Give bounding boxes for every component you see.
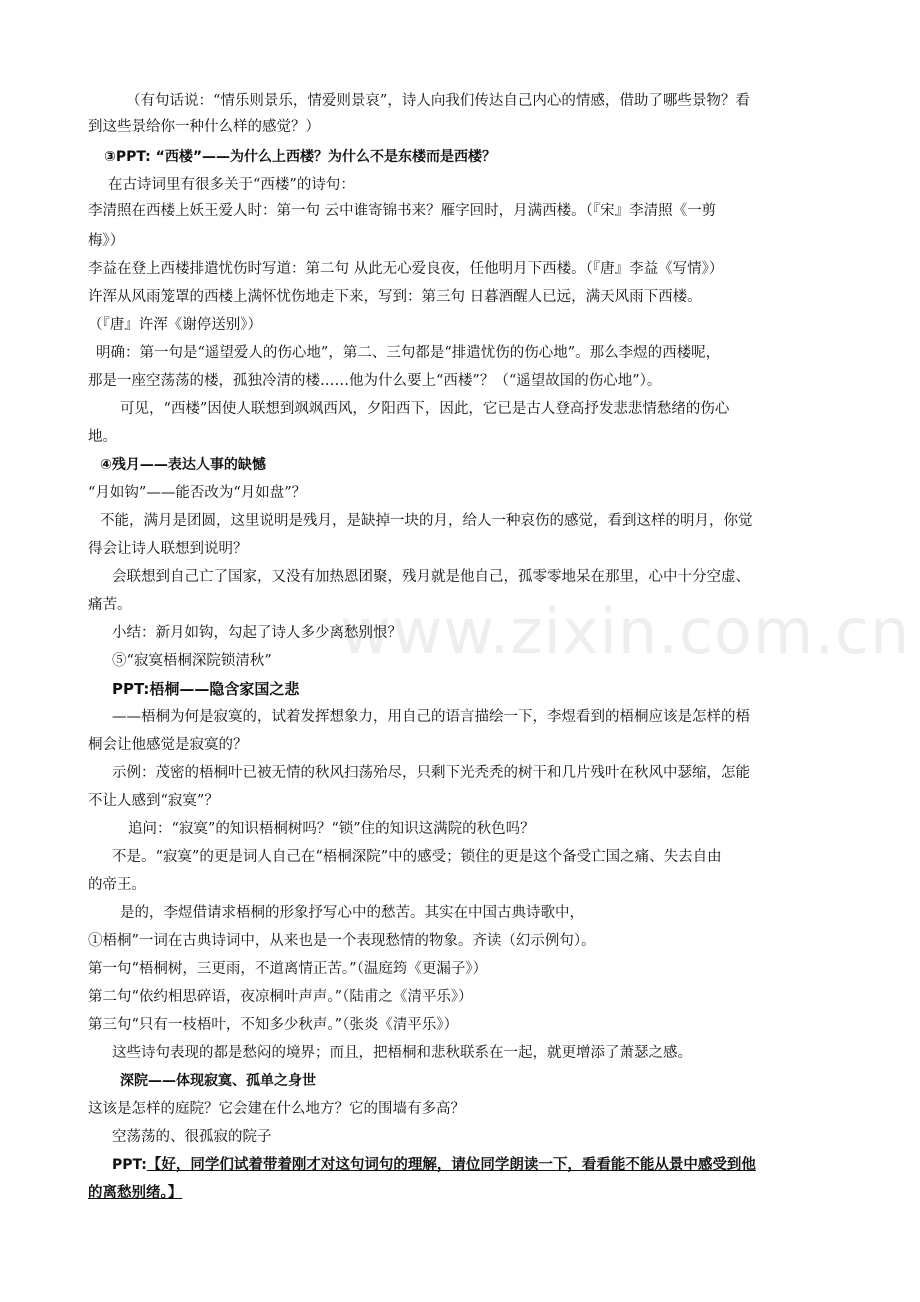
section-heading: ④残月——表达人事的缺憾 bbox=[100, 457, 266, 473]
paragraph-line: 的帝王。 bbox=[88, 877, 146, 893]
paragraph-line: 李清照在西楼上妖王爱人时：第一句 云中谁寄锦书来？雁字回时，月满西楼。（『宋』李清照《一剪 bbox=[88, 203, 717, 219]
paragraph-line: “月如钩”——能否改为“月如盘”？ bbox=[88, 485, 307, 501]
ppt-final-text: 【好，同学们试着带着刚才对这句词句的理解，请位同学朗读一下，看看能不能从景中感受到他 bbox=[146, 1156, 756, 1173]
paragraph-line: 在古诗词里有很多关于“西楼”的诗句： bbox=[108, 177, 355, 193]
watermark: www.zixin.com.cn bbox=[340, 595, 911, 668]
paragraph-line: 这些诗句表现的都是愁闷的境界；而且，把梧桐和悲秋联系在一起，就更增添了萧瑟之感。 bbox=[112, 1045, 692, 1061]
section-heading: 深院——体现寂寞、孤单之身世 bbox=[120, 1073, 316, 1089]
paragraph-line: 是的，李煜借请求梧桐的形象抒写心中的愁苦。其实在中国古典诗歌中， bbox=[120, 905, 584, 921]
example-line: 第二句“依约相思碎语，夜凉桐叶声声。”（陆甫之《清平乐》） bbox=[88, 989, 473, 1005]
paragraph-line: 得会让诗人联想到说明？ bbox=[88, 541, 248, 557]
ppt-heading: PPT:梧桐——隐含家国之悲 bbox=[112, 680, 300, 698]
section-heading: ③PPT: “西楼”——为什么上西楼？为什么不是东楼而是西楼？ bbox=[104, 149, 497, 165]
paragraph-line: 不让人感到“寂寞”？ bbox=[88, 793, 219, 809]
paragraph-line: （『唐』许浑《谢停送别》） bbox=[88, 317, 262, 333]
paragraph-line: 不是。“寂寞”的更是词人自己在“梧桐深院”中的感受；锁住的更是这个备受亡国之痛、失去自由 bbox=[112, 849, 722, 865]
paragraph-line: （有句话说：“情乐则景乐，情爱则景哀”，诗人向我们传达自己内心的情感，借助了哪些景物？看 bbox=[126, 93, 750, 109]
paragraph-line: 这该是怎样的庭院？它会建在什么地方？它的围墙有多高？ bbox=[88, 1101, 465, 1117]
paragraph-line: 许浑从风雨笼罩的西楼上满怀忧伤地走下来，写到：第三句 日暮酒醒人已远，满天风雨下西楼。 bbox=[88, 289, 702, 305]
paragraph-line: 追问：“寂寞”的知识梧桐树吗？“锁”住的知识这满院的秋色吗？ bbox=[128, 821, 535, 837]
ppt-final-text-cont: 的离愁别绪。】 bbox=[88, 1184, 183, 1201]
paragraph-line: ——梧桐为何是寂寞的，试着发挥想象力，用自己的语言描绘一下，李煜看到的梧桐应该是怎样的梧 bbox=[112, 709, 750, 725]
paragraph-line: 空荡荡的、很孤寂的院子 bbox=[112, 1129, 272, 1145]
paragraph-line: 那是一座空荡荡的楼，孤独冷清的楼……他为什么要上“西楼”？（“遥望故国的伤心地”）。 bbox=[88, 373, 662, 389]
example-line: 第一句“梧桐树，三更雨，不道离情正苦。”（温庭筠《更漏子》） bbox=[88, 961, 488, 977]
paragraph-line: ①梧桐”一词在古典诗词中，从来也是一个表现愁情的物象。齐读（幻示例句）。 bbox=[88, 933, 596, 949]
paragraph-line: 不能，满月是团圆，这里说明是残月，是缺掉一块的月，给人一种哀伤的感觉，看到这样的明月，你觉 bbox=[100, 513, 753, 529]
paragraph-line: 示例：茂密的梧桐叶已被无情的秋风扫荡殆尽，只剩下光秃秃的树干和几片残叶在秋风中瑟缩，怎能 bbox=[112, 765, 750, 781]
summary-line: 小结：新月如钩，勾起了诗人多少离愁别恨？ bbox=[112, 625, 402, 641]
ppt-label: PPT: bbox=[112, 1157, 147, 1173]
paragraph-line: 明确：第一句是“遥望爱人的伤心地”，第二、三句都是“排遣忧伤的伤心地”。那么李煜的西楼呢， bbox=[96, 345, 721, 361]
ppt-final-line bbox=[88, 1180, 840, 1206]
paragraph-line: 会联想到自己亡了国家，又没有加热恩团聚，残月就是他自己，孤零零地呆在那里，心中十分空虚、 bbox=[112, 569, 750, 585]
example-line: 第三句“只有一枝梧叶，不知多少秋声。”（张炎《清平乐》） bbox=[88, 1017, 459, 1033]
paragraph-line: 地。 bbox=[88, 429, 117, 445]
paragraph-line: 桐会让他感觉是寂寞的？ bbox=[88, 737, 248, 753]
paragraph-line: 痛苦。 bbox=[88, 597, 132, 613]
paragraph-line: 可见，“西楼”因使人联想到飒飒西风，夕阳西下，因此，它已是古人登高抒发悲悲情愁绪的伤心 bbox=[120, 401, 730, 417]
paragraph-line: 到这些景给你一种什么样的感觉？） bbox=[88, 119, 320, 135]
paragraph-line: 梅》） bbox=[88, 233, 125, 249]
paragraph-line: 李益在登上西楼排遣忧伤时写道：第二句 从此无心爱良夜，任他明月下西楼。（『唐』李益《写情》） bbox=[88, 261, 724, 277]
ppt-final-line bbox=[88, 1152, 864, 1178]
section-heading: ⑤“寂寞梧桐深院锁清秋” bbox=[112, 653, 272, 669]
